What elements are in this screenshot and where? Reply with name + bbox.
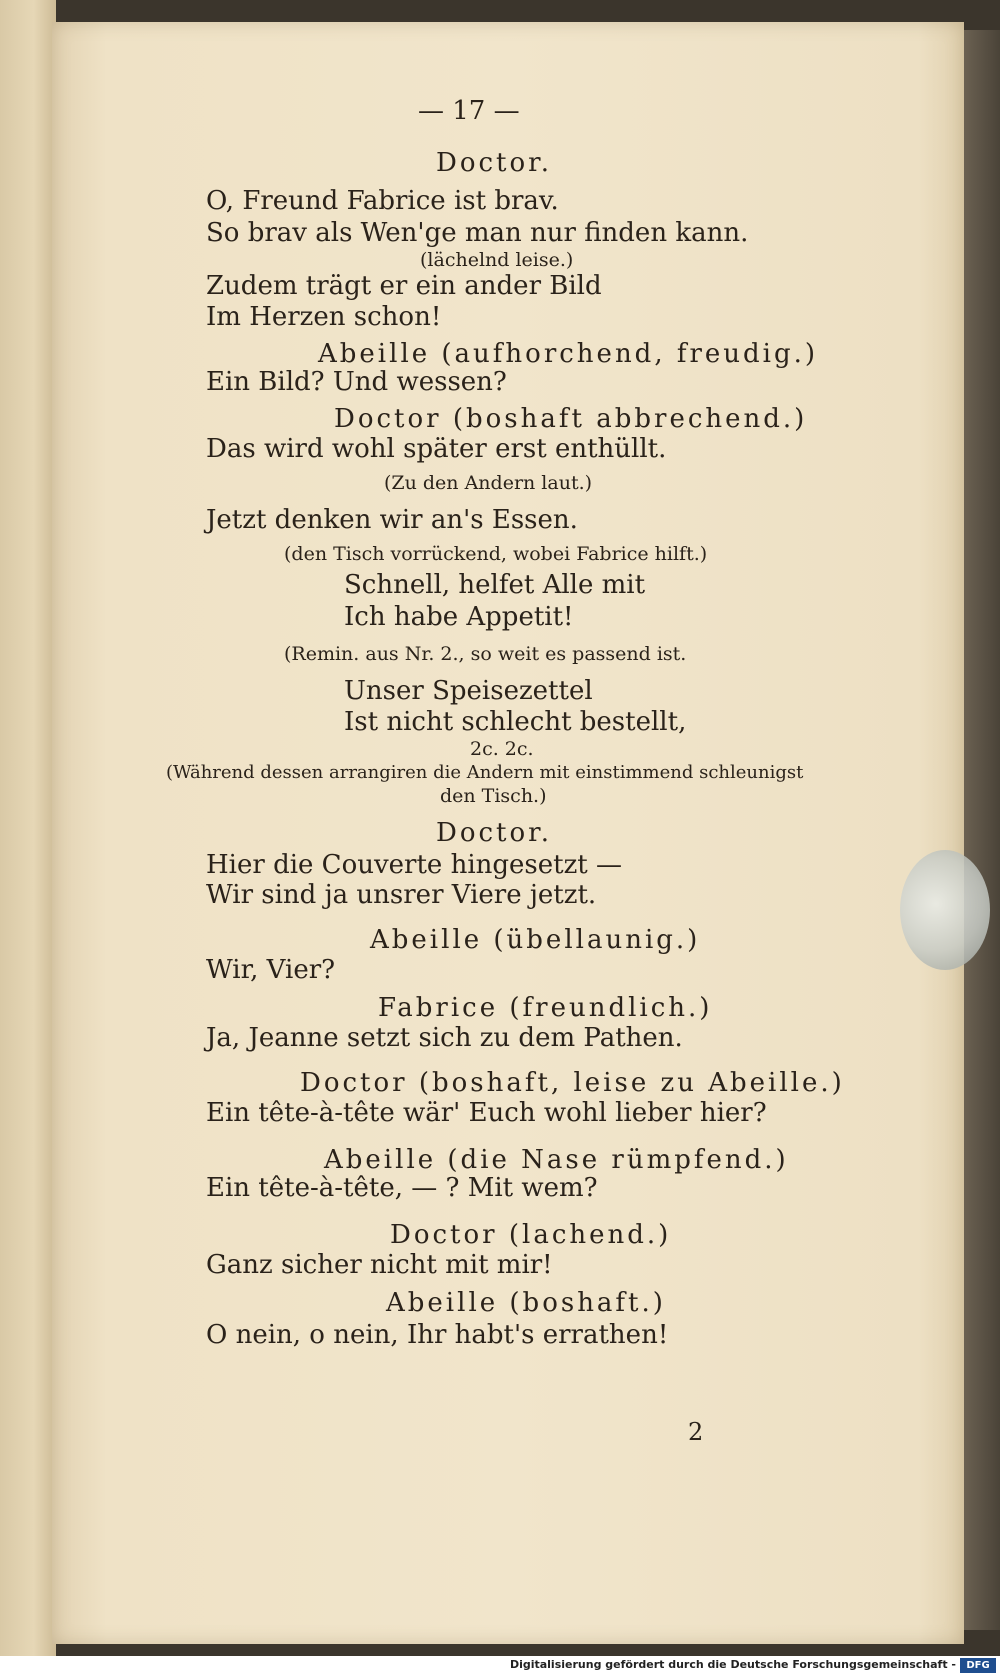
verse-line: Zudem trägt er ein ander Bild bbox=[206, 271, 602, 301]
stage-direction: (Während dessen arrangiren die Andern mit einstimmend schleunigst bbox=[166, 762, 804, 783]
speaker-line: Abeille (boshaft.) bbox=[386, 1288, 666, 1318]
speaker-line: Doctor (boshaft abbrechend.) bbox=[334, 404, 808, 434]
verse-line: Ein tête-à-tête wär' Euch wohl lieber hier? bbox=[206, 1098, 767, 1128]
verse-line: So brav als Wen'ge man nur finden kann. bbox=[206, 218, 749, 248]
verse-line: Ganz sicher nicht mit mir! bbox=[206, 1250, 553, 1280]
footer-credit: Digitalisierung gefördert durch die Deutsche Forschungsgemeinschaft - bbox=[509, 1658, 956, 1671]
stage-direction: (Zu den Andern laut.) bbox=[384, 472, 593, 494]
verse-line: Ein tête-à-tête, — ? Mit wem? bbox=[206, 1173, 598, 1203]
speaker-line: Abeille (die Nase rümpfend.) bbox=[324, 1145, 789, 1175]
verse-line: Jetzt denken wir an's Essen. bbox=[206, 505, 578, 535]
speaker-line: Doctor (lachend.) bbox=[390, 1220, 672, 1250]
verse-line: Wir, Vier? bbox=[206, 955, 336, 985]
speaker-line: Doctor. bbox=[436, 148, 552, 178]
left-page-edge bbox=[0, 0, 56, 1656]
verse-line: O, Freund Fabrice ist brav. bbox=[206, 186, 559, 216]
speaker-line: Abeille (übellaunig.) bbox=[370, 925, 701, 955]
book-cover-edge bbox=[964, 30, 1000, 1630]
verse-line: O nein, o nein, Ihr habt's errathen! bbox=[206, 1320, 669, 1350]
speaker-line: Doctor (boshaft, leise zu Abeille.) bbox=[300, 1068, 845, 1098]
stage-direction: (lächelnd leise.) bbox=[420, 249, 574, 271]
page-header: — 17 — bbox=[418, 96, 520, 126]
verse-line: Das wird wohl später erst enthüllt. bbox=[206, 434, 667, 464]
verse-line: Unser Speisezettel bbox=[344, 676, 593, 706]
dfg-logo: DFG bbox=[960, 1658, 996, 1673]
verse-line: Hier die Couverte hingesetzt — bbox=[206, 850, 622, 880]
page-clip bbox=[900, 850, 990, 970]
speaker-line: Doctor. bbox=[436, 818, 552, 848]
verse-line: Im Herzen schon! bbox=[206, 302, 442, 332]
speaker-line: Fabrice (freundlich.) bbox=[378, 993, 713, 1023]
verse-line: Ein Bild? Und wessen? bbox=[206, 367, 507, 397]
stage-direction: 2c. 2c. bbox=[470, 738, 534, 760]
verse-line: Schnell, helfet Alle mit bbox=[344, 570, 646, 600]
verse-line: Ich habe Appetit! bbox=[344, 602, 574, 632]
stage-direction: den Tisch.) bbox=[440, 785, 547, 807]
stage-direction: (den Tisch vorrückend, wobei Fabrice hilft.) bbox=[284, 543, 708, 565]
speaker-line: Abeille (aufhorchend, freudig.) bbox=[318, 339, 819, 369]
verse-line: Wir sind ja unsrer Viere jetzt. bbox=[206, 880, 597, 910]
verse-line: Ist nicht schlecht bestellt, bbox=[344, 707, 687, 737]
signature-number: 2 bbox=[688, 1418, 704, 1446]
stage-direction: (Remin. aus Nr. 2., so weit es passend ist. bbox=[284, 643, 687, 665]
verse-line: Ja, Jeanne setzt sich zu dem Pathen. bbox=[206, 1023, 683, 1053]
